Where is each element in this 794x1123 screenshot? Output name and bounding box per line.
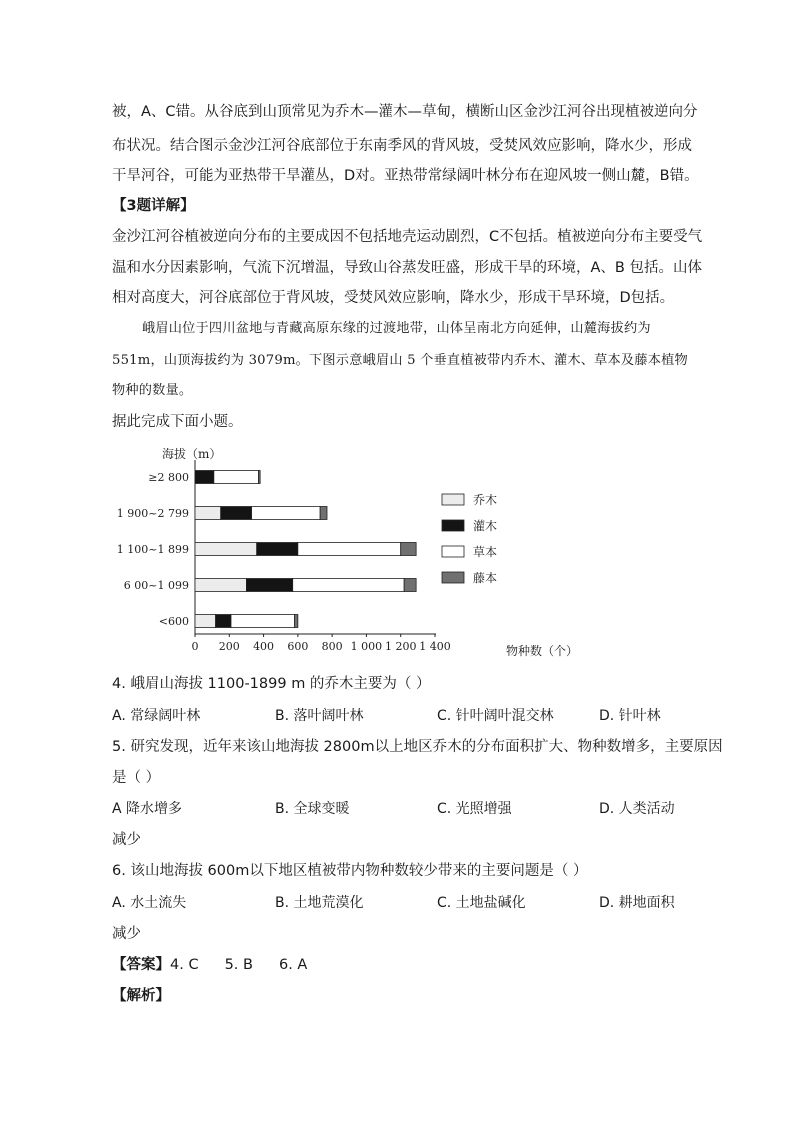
bar-segment-乔木: [195, 579, 246, 592]
y-axis-title: 海拔（m）: [162, 447, 222, 461]
answer-label: 【答案】: [112, 957, 170, 973]
q4-option-d: D. 针叶林: [599, 708, 661, 724]
bar-segment-乔木: [195, 543, 257, 556]
intro-line: 551m，山顶海拔约为 3079m。下图示意峨眉山 5 个垂直植被带内乔木、灌木、草本及藤本植物: [112, 353, 688, 368]
q4-option-b: B. 落叶阔叶林: [275, 708, 364, 724]
bar-segment-藤本: [258, 471, 260, 484]
y-tick-label: 6 00~1 099: [123, 579, 189, 592]
bar-segment-草本: [231, 615, 294, 628]
bar-segment-灌木: [216, 615, 231, 628]
legend-swatch: [442, 546, 464, 557]
question-5-stem-cont: 是（ ）: [112, 770, 161, 786]
answer-5: 5. B: [224, 957, 253, 973]
answer-4: 4. C: [170, 957, 199, 973]
bar-segment-草本: [293, 579, 404, 592]
x-tick-label: 1 400: [419, 640, 451, 653]
bar-segment-灌木: [257, 543, 298, 556]
q6-option-d: D. 耕地面积: [599, 895, 675, 911]
bar-segment-草本: [252, 507, 321, 520]
q5-option-d-wrap: 减少: [112, 832, 141, 848]
x-axis-title: 物种数（个）: [505, 644, 579, 658]
paragraph-line: 温和水分因素影响，气流下沉增温，导致山谷蒸发旺盛，形成干旱的环境，A、B 包括。山体: [112, 260, 702, 276]
paragraph-line: 相对高度大，河谷底部位于背风坡，受焚风效应影响，降水少，形成干旱环境，D包括。: [112, 290, 675, 306]
question-6-stem: 6. 该山地海拔 600m以下地区植被带内物种数较少带来的主要问题是（ ）: [112, 863, 588, 879]
bar-segment-灌木: [246, 579, 292, 592]
bar-segment-乔木: [195, 507, 221, 520]
question-4-stem: 4. 峨眉山海拔 1100-1899 m 的乔木主要为（ ）: [112, 676, 431, 692]
y-tick-label: 1 100~1 899: [116, 543, 189, 556]
q5-option-d: D. 人类活动: [599, 801, 675, 817]
answer-line: [112, 955, 307, 975]
q5-option-c: C. 光照增强: [437, 801, 512, 817]
legend-swatch: [442, 520, 464, 531]
bar-segment-草本: [298, 543, 401, 556]
question-5-stem: 5. 研究发现，近年来该山地海拔 2800m以上地区乔木的分布面积扩大、物种数增多，主要原因: [112, 739, 723, 755]
bar-segment-灌木: [221, 507, 252, 520]
x-tick-label: 400: [253, 640, 275, 653]
bar-segment-藤本: [294, 615, 297, 628]
q6-option-c: C. 土地盐碱化: [437, 895, 526, 911]
legend-label: 灌木: [473, 519, 498, 533]
legend-label: 乔木: [473, 493, 498, 507]
paragraph-line: 被，A、C错。从谷底到山顶常见为乔木—灌木—草甸，横断山区金沙江河谷出现植被逆向分: [112, 104, 698, 120]
x-tick-label: 1 000: [350, 640, 383, 653]
species-bar-chart: [116, 440, 579, 665]
instruction: 据此完成下面小题。: [112, 414, 243, 430]
y-tick-label: <600: [158, 615, 189, 628]
intro-line: 物种的数量。: [112, 383, 193, 398]
bar-segment-藤本: [404, 579, 416, 592]
q5-option-a: A 降水增多: [112, 801, 183, 817]
x-tick-label: 200: [218, 640, 240, 653]
analysis-label: 【解析】: [112, 988, 170, 1004]
bar-segment-藤本: [401, 543, 416, 556]
q4-option-a: A. 常绿阔叶林: [112, 708, 201, 724]
bar-segment-草本: [214, 471, 259, 484]
q6-option-a: A. 水土流失: [112, 895, 187, 911]
paragraph-line: 金沙江河谷植被逆向分布的主要成因不包括地壳运动剧烈，C不包括。植被逆向分布主要受气: [112, 229, 703, 245]
paragraph-line: 布状况。结合图示金沙江河谷底部位于东南季风的背风坡，受焚风效应影响，降水少，形成: [112, 138, 692, 154]
x-tick-label: 800: [321, 640, 343, 653]
legend-label: 藤本: [473, 571, 498, 585]
x-tick-label: 600: [287, 640, 309, 653]
intro-line: 峨眉山位于四川盆地与青藏高原东缘的过渡地带，山体呈南北方向延伸，山麓海拔约为: [142, 321, 651, 336]
bar-segment-藤本: [320, 507, 327, 520]
q4-option-c: C. 针叶阔叶混交林: [437, 708, 554, 724]
x-tick-label: 0: [191, 640, 199, 653]
y-tick-label: ≥2 800: [148, 471, 189, 484]
x-tick-label: 1 200: [384, 640, 417, 653]
bar-segment-乔木: [195, 615, 216, 628]
q5-option-b: B. 全球变暖: [275, 801, 350, 817]
y-tick-label: 1 900~2 799: [116, 507, 189, 520]
paragraph-line: 干旱河谷，可能为亚热带干旱灌丛，D对。亚热带常绿阔叶林分布在迎风坡一侧山麓，B错。: [112, 168, 699, 184]
q6-option-b: B. 土地荒漠化: [275, 895, 364, 911]
legend-swatch: [442, 572, 464, 583]
answer-6: 6. A: [278, 957, 308, 973]
section-heading: 【3题详解】: [112, 198, 195, 214]
legend-label: 草本: [473, 545, 498, 559]
legend-swatch: [442, 494, 464, 505]
q6-option-d-wrap: 减少: [112, 926, 141, 942]
bar-segment-灌木: [195, 471, 214, 484]
